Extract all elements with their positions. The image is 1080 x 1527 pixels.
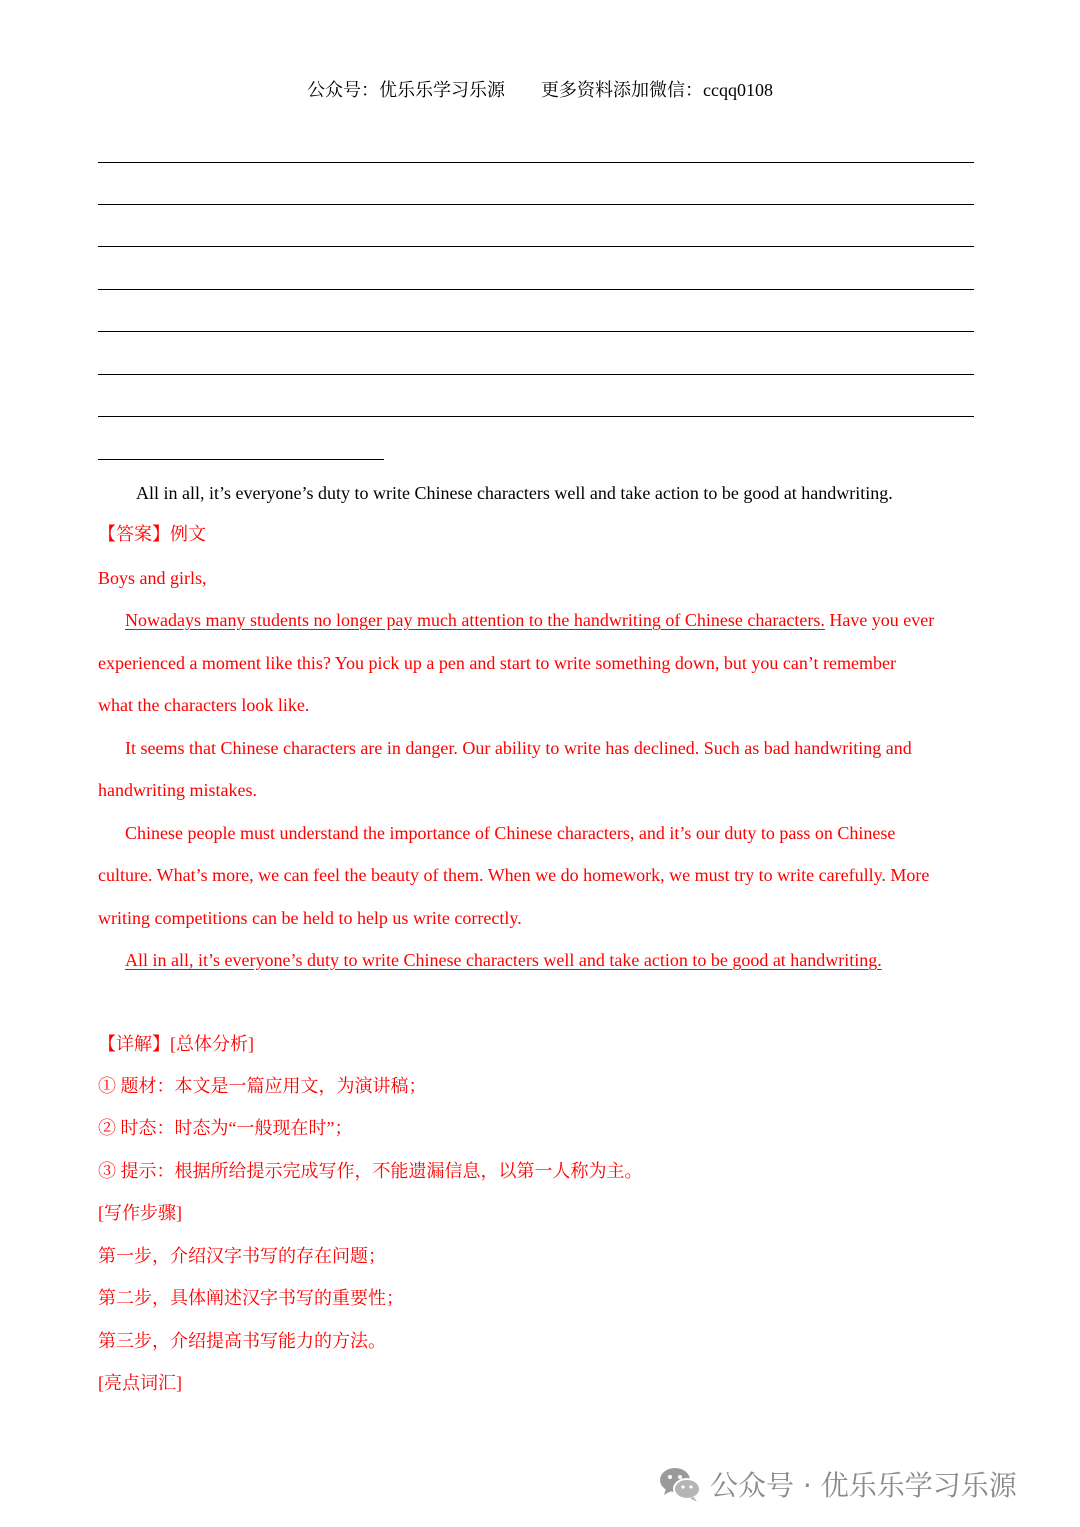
step-item: 第三步，介绍提高书写能力的方法。 <box>98 1331 386 1351</box>
analysis-item: ② 时态：时态为“一般现在时”； <box>98 1118 353 1138</box>
writing-line <box>98 162 974 163</box>
watermark-text: 公众号 · 优乐乐学习乐源 <box>710 1469 1017 1502</box>
answer-paragraph-2-line-1: It seems that Chinese characters are in danger. Our ability to write has declined. Such as bad handwriting and <box>125 738 912 758</box>
analysis-label: 【详解】[总体分析] <box>98 1034 254 1054</box>
answer-paragraph-3-line-1: Chinese people must understand the importance of Chinese characters, and it’s our duty to pass on Chinese <box>125 823 896 843</box>
writing-line-short <box>98 459 384 460</box>
steps-label: [写作步骤] <box>98 1203 182 1223</box>
step-item: 第一步，介绍汉字书写的存在问题； <box>98 1246 386 1266</box>
writing-line <box>98 416 974 417</box>
answer-paragraph-1-line-1 <box>125 608 934 632</box>
writing-line <box>98 289 974 290</box>
writing-line <box>98 204 974 205</box>
vocab-label: [亮点词汇] <box>98 1373 182 1393</box>
topic-sentence: Nowadays many students no longer pay much attention to the handwriting of Chinese characters. <box>125 610 825 630</box>
answer-paragraph-1-line-2: experienced a moment like this? You pick up a pen and start to write something down, but you can’t remember <box>98 653 896 673</box>
answer-paragraph-1-line-3: what the characters look like. <box>98 695 310 715</box>
answer-paragraph-3-line-3: writing competitions can be held to help us write correctly. <box>98 908 522 928</box>
answer-paragraph-2-line-2: handwriting mistakes. <box>98 780 257 800</box>
answer-paragraph-3-line-2: culture. What’s more, we can feel the beauty of them. When we do homework, we must try to write carefully. More <box>98 865 930 885</box>
watermark <box>658 1462 1017 1506</box>
answer-text: Have you ever <box>824 610 935 630</box>
writing-line <box>98 246 974 247</box>
page-header: 公众号：优乐乐学习乐源 更多资料添加微信：ccqq0108 <box>307 80 773 100</box>
answer-greeting: Boys and girls, <box>98 568 207 588</box>
answer-label: 【答案】例文 <box>98 524 206 544</box>
writing-line <box>98 374 974 375</box>
analysis-item: ① 题材：本文是一篇应用文，为演讲稿； <box>98 1076 427 1096</box>
step-item: 第二步，具体阐述汉字书写的重要性； <box>98 1288 404 1308</box>
prompt-closing-sentence: All in all, it’s everyone’s duty to write Chinese characters well and take action to be good at handwriting. <box>136 483 893 503</box>
concluding-sentence: All in all, it’s everyone’s duty to write Chinese characters well and take action to be good at handwriting. <box>125 950 882 970</box>
writing-line <box>98 331 974 332</box>
wechat-icon <box>658 1464 702 1504</box>
analysis-item: ③ 提示：根据所给提示完成写作，不能遗漏信息，以第一人称为主。 <box>98 1161 643 1181</box>
